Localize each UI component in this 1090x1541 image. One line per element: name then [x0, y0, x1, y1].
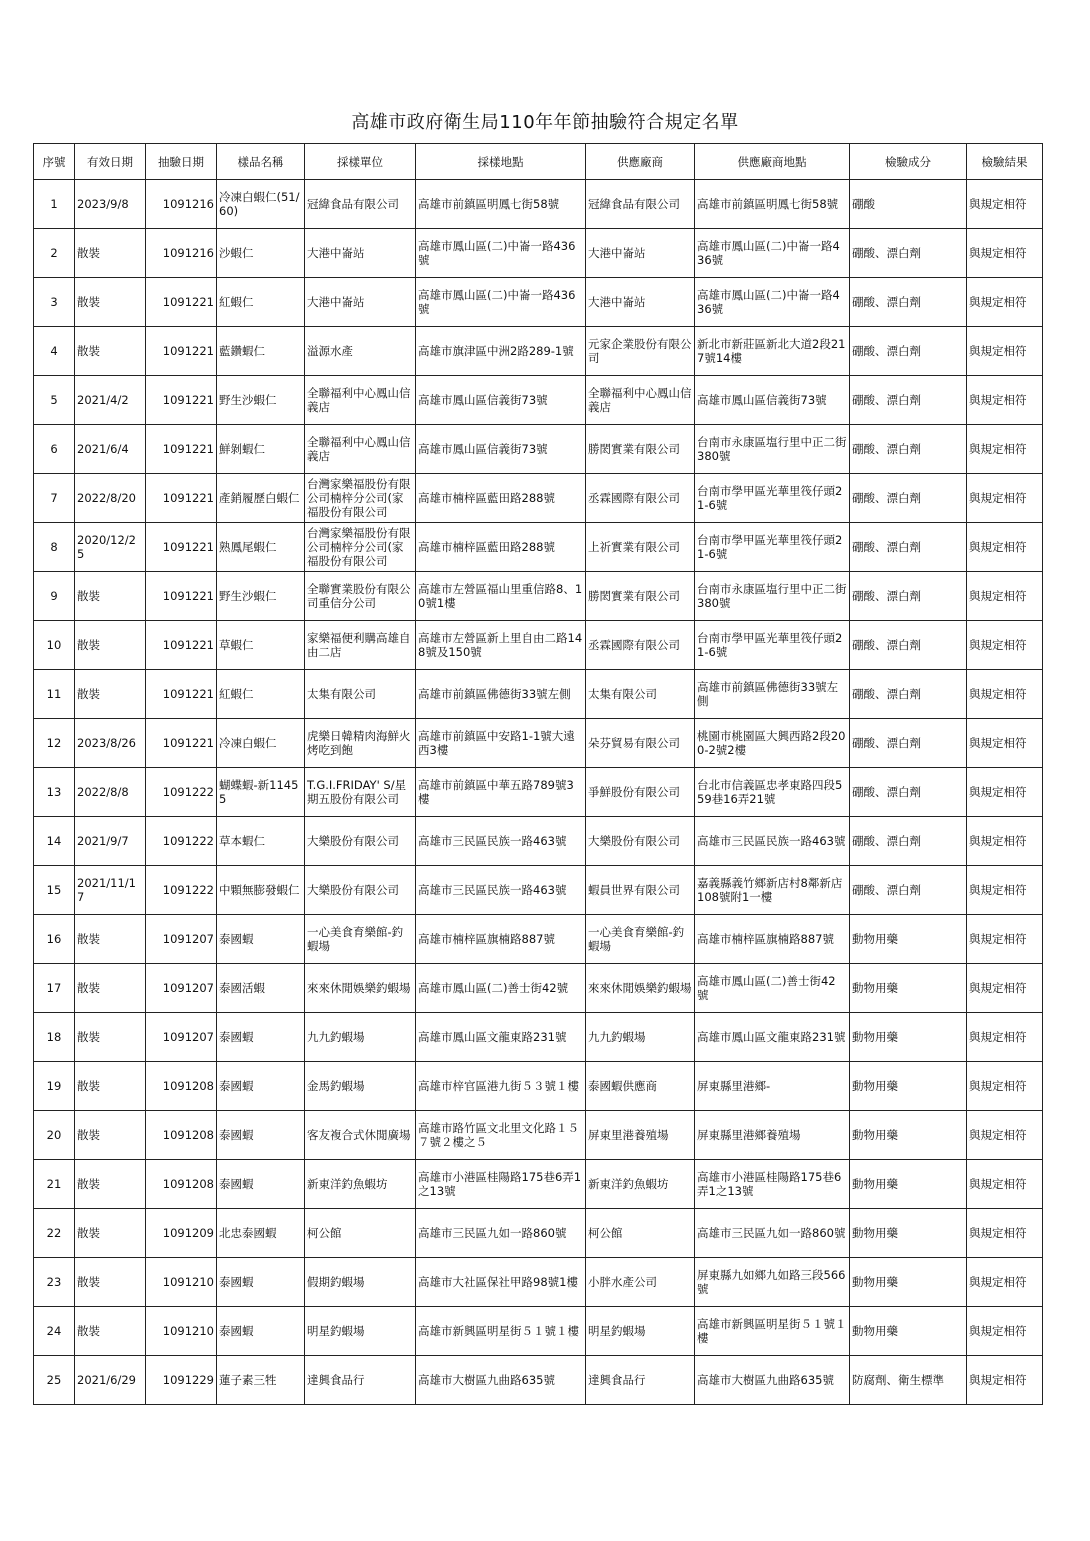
cell-supplier: 明星釣蝦場 [586, 1307, 695, 1356]
cell-test-result: 與規定相符 [967, 1258, 1043, 1307]
column-header-supplier-address: 供應廠商地點 [695, 144, 850, 180]
cell-sampling-location: 高雄市楠梓區藍田路288號 [416, 474, 586, 523]
cell-sampling-location: 高雄市鳳山區文龍東路231號 [416, 1013, 586, 1062]
cell-valid-date: 2022/8/8 [75, 768, 146, 817]
cell-supplier-address: 高雄市三民區九如一路860號 [695, 1209, 850, 1258]
table-row [34, 425, 1043, 474]
cell-test-items: 動物用藥 [850, 1160, 967, 1209]
cell-sampling-unit: 明星釣蝦場 [305, 1307, 416, 1356]
cell-supplier-address: 高雄市鳳山區文龍東路231號 [695, 1013, 850, 1062]
cell-test-result: 與規定相符 [967, 1062, 1043, 1111]
cell-sampling-location: 高雄市新興區明星街５１號１樓 [416, 1307, 586, 1356]
cell-valid-date: 2021/6/29 [75, 1356, 146, 1405]
cell-sampling-unit: 大樂股份有限公司 [305, 817, 416, 866]
cell-sample-name: 泰國蝦 [217, 1258, 305, 1307]
cell-supplier-address: 高雄市前鎮區佛德街33號左側 [695, 670, 850, 719]
cell-seq: 25 [34, 1356, 75, 1405]
cell-sampling-unit: 柯公館 [305, 1209, 416, 1258]
column-header-sampling-unit: 採樣單位 [305, 144, 416, 180]
cell-sampling-location: 高雄市三民區九如一路860號 [416, 1209, 586, 1258]
cell-sampling-location: 高雄市鳳山區(二)中崙一路436號 [416, 229, 586, 278]
cell-supplier: 九九釣蝦場 [586, 1013, 695, 1062]
cell-sample-date: 1091209 [146, 1209, 217, 1258]
inspection-table [33, 143, 1043, 1405]
cell-sample-date: 1091221 [146, 719, 217, 768]
cell-test-items: 硼酸、漂白劑 [850, 817, 967, 866]
cell-supplier: 來來休閒娛樂釣蝦場 [586, 964, 695, 1013]
cell-supplier: 柯公館 [586, 1209, 695, 1258]
table-row [34, 474, 1043, 523]
cell-sample-date: 1091221 [146, 523, 217, 572]
cell-supplier: 新東洋釣魚蝦坊 [586, 1160, 695, 1209]
cell-sample-date: 1091207 [146, 964, 217, 1013]
cell-supplier-address: 高雄市鳳山區(二)中崙一路436號 [695, 229, 850, 278]
table-row [34, 621, 1043, 670]
cell-sampling-location: 高雄市鳳山區(二)善士街42號 [416, 964, 586, 1013]
cell-test-items: 硼酸、漂白劑 [850, 425, 967, 474]
cell-supplier: 大港中崙站 [586, 229, 695, 278]
cell-test-items: 硼酸、漂白劑 [850, 866, 967, 915]
table-row [34, 817, 1043, 866]
cell-sample-date: 1091216 [146, 229, 217, 278]
cell-test-result: 與規定相符 [967, 376, 1043, 425]
cell-seq: 15 [34, 866, 75, 915]
cell-sampling-unit: 一心美食育樂館-釣蝦場 [305, 915, 416, 964]
cell-supplier-address: 台南市永康區塩行里中正二街380號 [695, 425, 850, 474]
cell-sampling-location: 高雄市前鎮區中華五路789號3樓 [416, 768, 586, 817]
cell-sampling-unit: 台灣家樂福股份有限公司楠梓分公司(家福股份有限公司 [305, 523, 416, 572]
cell-sampling-unit: 九九釣蝦場 [305, 1013, 416, 1062]
cell-valid-date: 散裝 [75, 1111, 146, 1160]
cell-test-result: 與規定相符 [967, 1307, 1043, 1356]
cell-sampling-unit: 台灣家樂福股份有限公司楠梓分公司(家福股份有限公司 [305, 474, 416, 523]
cell-test-items: 動物用藥 [850, 915, 967, 964]
cell-sample-name: 紅蝦仁 [217, 278, 305, 327]
cell-test-items: 動物用藥 [850, 1013, 967, 1062]
cell-test-result: 與規定相符 [967, 1356, 1043, 1405]
cell-supplier-address: 屏東縣九如鄉九如路三段566號 [695, 1258, 850, 1307]
cell-sampling-unit: 冠緯食品有限公司 [305, 180, 416, 229]
cell-sampling-unit: 來來休閒娛樂釣蝦場 [305, 964, 416, 1013]
cell-sample-name: 北忠泰國蝦 [217, 1209, 305, 1258]
cell-supplier-address: 台北市信義區忠孝東路四段559巷16弄21號 [695, 768, 850, 817]
cell-valid-date: 2023/9/8 [75, 180, 146, 229]
cell-valid-date: 2023/8/26 [75, 719, 146, 768]
cell-valid-date: 2022/8/20 [75, 474, 146, 523]
cell-test-items: 動物用藥 [850, 1062, 967, 1111]
cell-seq: 9 [34, 572, 75, 621]
cell-supplier-address: 高雄市三民區民族一路463號 [695, 817, 850, 866]
cell-seq: 19 [34, 1062, 75, 1111]
column-header-test-items: 檢驗成分 [850, 144, 967, 180]
cell-sample-date: 1091221 [146, 621, 217, 670]
cell-sampling-location: 高雄市楠梓區藍田路288號 [416, 523, 586, 572]
cell-supplier: 勝閎實業有限公司 [586, 425, 695, 474]
cell-seq: 20 [34, 1111, 75, 1160]
cell-sample-date: 1091216 [146, 180, 217, 229]
cell-sample-date: 1091208 [146, 1111, 217, 1160]
cell-valid-date: 2021/6/4 [75, 425, 146, 474]
cell-supplier: 爭鮮股份有限公司 [586, 768, 695, 817]
cell-supplier-address: 屏東縣里港鄉養殖場 [695, 1111, 850, 1160]
cell-sampling-unit: 虎樂日韓精肉海鮮火烤吃到飽 [305, 719, 416, 768]
cell-sample-name: 蝴蝶蝦-新11455 [217, 768, 305, 817]
column-header-test-result: 檢驗結果 [967, 144, 1043, 180]
cell-supplier: 朵芬貿易有限公司 [586, 719, 695, 768]
table-row [34, 376, 1043, 425]
cell-supplier-address: 台南市永康區塩行里中正二街380號 [695, 572, 850, 621]
cell-sample-name: 泰國活蝦 [217, 964, 305, 1013]
cell-supplier: 小胖水產公司 [586, 1258, 695, 1307]
cell-test-result: 與規定相符 [967, 327, 1043, 376]
cell-valid-date: 散裝 [75, 229, 146, 278]
cell-sampling-unit: 全聯福利中心鳳山信義店 [305, 376, 416, 425]
cell-sample-name: 蓮子素三牲 [217, 1356, 305, 1405]
cell-sample-name: 野生沙蝦仁 [217, 376, 305, 425]
cell-seq: 8 [34, 523, 75, 572]
cell-test-items: 動物用藥 [850, 964, 967, 1013]
cell-sample-name: 冷凍白蝦仁(51/60) [217, 180, 305, 229]
cell-supplier: 勝閎實業有限公司 [586, 572, 695, 621]
cell-sample-date: 1091221 [146, 572, 217, 621]
column-header-valid-date: 有效日期 [75, 144, 146, 180]
cell-sampling-location: 高雄市路竹區文北里文化路１５７號２樓之５ [416, 1111, 586, 1160]
cell-sampling-location: 高雄市鳳山區(二)中崙一路436號 [416, 278, 586, 327]
cell-sampling-unit: 達興食品行 [305, 1356, 416, 1405]
cell-supplier-address: 高雄市前鎮區明鳳七街58號 [695, 180, 850, 229]
cell-supplier: 冠緯食品有限公司 [586, 180, 695, 229]
cell-seq: 16 [34, 915, 75, 964]
cell-supplier-address: 高雄市楠梓區旗楠路887號 [695, 915, 850, 964]
cell-sampling-unit: 家樂福便利購高雄自由二店 [305, 621, 416, 670]
cell-sampling-location: 高雄市左營區福山里重信路8、10號1樓 [416, 572, 586, 621]
table-header-row [34, 144, 1043, 180]
cell-test-items: 動物用藥 [850, 1307, 967, 1356]
cell-test-result: 與規定相符 [967, 1209, 1043, 1258]
cell-supplier-address: 高雄市大樹區九曲路635號 [695, 1356, 850, 1405]
cell-supplier: 蝦員世界有限公司 [586, 866, 695, 915]
cell-test-items: 硼酸、漂白劑 [850, 376, 967, 425]
cell-valid-date: 散裝 [75, 964, 146, 1013]
cell-seq: 3 [34, 278, 75, 327]
table-row [34, 1013, 1043, 1062]
cell-sampling-location: 高雄市前鎮區明鳳七街58號 [416, 180, 586, 229]
cell-valid-date: 散裝 [75, 327, 146, 376]
cell-sample-date: 1091229 [146, 1356, 217, 1405]
cell-supplier: 全聯福利中心鳳山信義店 [586, 376, 695, 425]
cell-seq: 7 [34, 474, 75, 523]
table-row [34, 915, 1043, 964]
cell-sampling-location: 高雄市楠梓區旗楠路887號 [416, 915, 586, 964]
cell-sample-name: 鮮剝蝦仁 [217, 425, 305, 474]
cell-supplier: 大樂股份有限公司 [586, 817, 695, 866]
cell-seq: 24 [34, 1307, 75, 1356]
cell-test-result: 與規定相符 [967, 621, 1043, 670]
table-row [34, 572, 1043, 621]
cell-test-items: 硼酸、漂白劑 [850, 670, 967, 719]
table-row [34, 1307, 1043, 1356]
cell-seq: 10 [34, 621, 75, 670]
cell-sampling-location: 高雄市鳳山區信義街73號 [416, 376, 586, 425]
cell-sampling-unit: 溢源水產 [305, 327, 416, 376]
cell-supplier-address: 高雄市新興區明星街５１號１樓 [695, 1307, 850, 1356]
cell-supplier-address: 新北市新莊區新北大道2段217號14樓 [695, 327, 850, 376]
cell-seq: 18 [34, 1013, 75, 1062]
cell-test-items: 硼酸、漂白劑 [850, 327, 967, 376]
cell-supplier-address: 台南市學甲區光華里筏仔頭21-6號 [695, 621, 850, 670]
cell-sample-date: 1091210 [146, 1307, 217, 1356]
cell-seq: 14 [34, 817, 75, 866]
table-row [34, 768, 1043, 817]
cell-supplier: 元家企業股份有限公司 [586, 327, 695, 376]
cell-test-items: 動物用藥 [850, 1209, 967, 1258]
cell-valid-date: 2021/4/2 [75, 376, 146, 425]
cell-sampling-location: 高雄市三民區民族一路463號 [416, 866, 586, 915]
cell-seq: 12 [34, 719, 75, 768]
column-header-sampling-location: 採樣地點 [416, 144, 586, 180]
cell-sample-date: 1091221 [146, 278, 217, 327]
cell-test-items: 硼酸、漂白劑 [850, 768, 967, 817]
cell-sample-date: 1091221 [146, 670, 217, 719]
cell-test-items: 硼酸、漂白劑 [850, 572, 967, 621]
cell-test-items: 硼酸 [850, 180, 967, 229]
cell-supplier-address: 嘉義縣義竹鄉新店村8鄰新店108號附1一樓 [695, 866, 850, 915]
table-row [34, 1062, 1043, 1111]
cell-supplier: 丞霖國際有限公司 [586, 474, 695, 523]
cell-valid-date: 散裝 [75, 915, 146, 964]
cell-sample-date: 1091222 [146, 768, 217, 817]
cell-sampling-location: 高雄市三民區民族一路463號 [416, 817, 586, 866]
cell-sampling-unit: 全聯福利中心鳳山信義店 [305, 425, 416, 474]
cell-sample-name: 泰國蝦 [217, 1307, 305, 1356]
cell-sample-date: 1091221 [146, 425, 217, 474]
cell-sampling-unit: 大樂股份有限公司 [305, 866, 416, 915]
table-row [34, 523, 1043, 572]
cell-supplier-address: 高雄市鳳山區信義街73號 [695, 376, 850, 425]
cell-test-result: 與規定相符 [967, 474, 1043, 523]
cell-sample-date: 1091222 [146, 866, 217, 915]
table-row [34, 670, 1043, 719]
cell-test-items: 防腐劑、衛生標準 [850, 1356, 967, 1405]
cell-test-result: 與規定相符 [967, 1160, 1043, 1209]
cell-sampling-unit: 大港中崙站 [305, 229, 416, 278]
cell-sample-name: 泰國蝦 [217, 1111, 305, 1160]
cell-supplier: 一心美食育樂館-釣蝦場 [586, 915, 695, 964]
cell-valid-date: 散裝 [75, 1307, 146, 1356]
cell-seq: 5 [34, 376, 75, 425]
cell-valid-date: 2021/9/7 [75, 817, 146, 866]
cell-test-result: 與規定相符 [967, 278, 1043, 327]
cell-sampling-unit: 太集有限公司 [305, 670, 416, 719]
cell-test-items: 硼酸、漂白劑 [850, 621, 967, 670]
cell-sampling-location: 高雄市大樹區九曲路635號 [416, 1356, 586, 1405]
document-title: 高雄市政府衛生局110年年節抽驗符合規定名單 [351, 112, 739, 133]
cell-sample-name: 中顆無膨發蝦仁 [217, 866, 305, 915]
column-header-sample-name: 樣品名稱 [217, 144, 305, 180]
cell-test-result: 與規定相符 [967, 1013, 1043, 1062]
cell-valid-date: 2020/12/25 [75, 523, 146, 572]
table-body [34, 180, 1043, 1405]
cell-supplier-address: 高雄市鳳山區(二)中崙一路436號 [695, 278, 850, 327]
cell-supplier: 太集有限公司 [586, 670, 695, 719]
cell-test-result: 與規定相符 [967, 1111, 1043, 1160]
cell-supplier: 屏東里港養殖場 [586, 1111, 695, 1160]
cell-sampling-location: 高雄市左營區新上里自由二路148號及150號 [416, 621, 586, 670]
table-row [34, 1356, 1043, 1405]
cell-sample-name: 藍鑽蝦仁 [217, 327, 305, 376]
cell-test-result: 與規定相符 [967, 425, 1043, 474]
cell-supplier-address: 屏東縣里港鄉- [695, 1062, 850, 1111]
cell-supplier-address: 台南市學甲區光華里筏仔頭21-6號 [695, 474, 850, 523]
cell-sampling-unit: 假期釣蝦場 [305, 1258, 416, 1307]
cell-supplier: 丞霖國際有限公司 [586, 621, 695, 670]
cell-sampling-location: 高雄市梓官區港九街５３號１樓 [416, 1062, 586, 1111]
cell-valid-date: 散裝 [75, 1160, 146, 1209]
cell-valid-date: 散裝 [75, 621, 146, 670]
cell-sample-date: 1091207 [146, 1013, 217, 1062]
cell-valid-date: 散裝 [75, 1062, 146, 1111]
cell-sampling-location: 高雄市小港區桂陽路175巷6弄1之13號 [416, 1160, 586, 1209]
cell-valid-date: 2021/11/17 [75, 866, 146, 915]
table-row [34, 866, 1043, 915]
cell-sample-date: 1091207 [146, 915, 217, 964]
cell-sample-name: 沙蝦仁 [217, 229, 305, 278]
table-row [34, 1258, 1043, 1307]
cell-sample-date: 1091222 [146, 817, 217, 866]
column-header-seq: 序號 [34, 144, 75, 180]
cell-sample-date: 1091208 [146, 1062, 217, 1111]
cell-sample-date: 1091210 [146, 1258, 217, 1307]
cell-sampling-unit: 全聯實業股份有限公司重信分公司 [305, 572, 416, 621]
cell-sample-date: 1091221 [146, 474, 217, 523]
table-row [34, 327, 1043, 376]
cell-sample-name: 泰國蝦 [217, 1013, 305, 1062]
cell-sample-name: 草本蝦仁 [217, 817, 305, 866]
table-row [34, 1209, 1043, 1258]
cell-valid-date: 散裝 [75, 670, 146, 719]
cell-seq: 1 [34, 180, 75, 229]
cell-test-result: 與規定相符 [967, 670, 1043, 719]
cell-valid-date: 散裝 [75, 278, 146, 327]
cell-sample-name: 產銷履歷白蝦仁 [217, 474, 305, 523]
table-row [34, 229, 1043, 278]
cell-test-result: 與規定相符 [967, 817, 1043, 866]
cell-test-items: 硼酸、漂白劑 [850, 474, 967, 523]
table-row [34, 1111, 1043, 1160]
cell-sample-date: 1091221 [146, 327, 217, 376]
cell-sample-name: 泰國蝦 [217, 915, 305, 964]
cell-test-result: 與規定相符 [967, 719, 1043, 768]
column-header-sample-date: 抽驗日期 [146, 144, 217, 180]
cell-supplier-address: 高雄市鳳山區(二)善士街42號 [695, 964, 850, 1013]
cell-valid-date: 散裝 [75, 572, 146, 621]
cell-sample-name: 冷凍白蝦仁 [217, 719, 305, 768]
cell-sampling-unit: 金馬釣蝦場 [305, 1062, 416, 1111]
cell-supplier-address: 台南市學甲區光華里筏仔頭21-6號 [695, 523, 850, 572]
table-row [34, 180, 1043, 229]
table-row [34, 964, 1043, 1013]
cell-test-items: 硼酸、漂白劑 [850, 523, 967, 572]
cell-seq: 22 [34, 1209, 75, 1258]
cell-valid-date: 散裝 [75, 1209, 146, 1258]
cell-test-result: 與規定相符 [967, 523, 1043, 572]
cell-seq: 11 [34, 670, 75, 719]
column-header-supplier: 供應廠商 [586, 144, 695, 180]
cell-sample-name: 泰國蝦 [217, 1062, 305, 1111]
table-row [34, 1160, 1043, 1209]
cell-test-items: 動物用藥 [850, 1111, 967, 1160]
cell-sampling-location: 高雄市大社區保社甲路98號1樓 [416, 1258, 586, 1307]
cell-sampling-unit: T.G.I.FRIDAY' S/星期五股份有限公司 [305, 768, 416, 817]
cell-sample-name: 熟鳳尾蝦仁 [217, 523, 305, 572]
cell-seq: 23 [34, 1258, 75, 1307]
cell-test-result: 與規定相符 [967, 915, 1043, 964]
cell-seq: 2 [34, 229, 75, 278]
cell-seq: 13 [34, 768, 75, 817]
cell-seq: 4 [34, 327, 75, 376]
table-row [34, 278, 1043, 327]
cell-supplier: 上祈實業有限公司 [586, 523, 695, 572]
cell-seq: 17 [34, 964, 75, 1013]
cell-sampling-location: 高雄市鳳山區信義街73號 [416, 425, 586, 474]
cell-seq: 21 [34, 1160, 75, 1209]
cell-valid-date: 散裝 [75, 1258, 146, 1307]
cell-sampling-location: 高雄市前鎮區中安路1-1號大遠西3樓 [416, 719, 586, 768]
cell-sampling-location: 高雄市旗津區中洲2路289-1號 [416, 327, 586, 376]
cell-test-result: 與規定相符 [967, 866, 1043, 915]
cell-supplier-address: 桃園市桃園區大興西路2段200-2號2樓 [695, 719, 850, 768]
cell-sampling-location: 高雄市前鎮區佛德街33號左側 [416, 670, 586, 719]
cell-sample-date: 1091221 [146, 376, 217, 425]
cell-sampling-unit: 客友複合式休閒廣場 [305, 1111, 416, 1160]
cell-test-items: 動物用藥 [850, 1258, 967, 1307]
cell-valid-date: 散裝 [75, 1013, 146, 1062]
cell-sampling-unit: 新東洋釣魚蝦坊 [305, 1160, 416, 1209]
cell-supplier: 大港中崙站 [586, 278, 695, 327]
cell-test-result: 與規定相符 [967, 768, 1043, 817]
cell-supplier-address: 高雄市小港區桂陽路175巷6弄1之13號 [695, 1160, 850, 1209]
cell-sample-name: 泰國蝦 [217, 1160, 305, 1209]
cell-seq: 6 [34, 425, 75, 474]
cell-sample-date: 1091208 [146, 1160, 217, 1209]
cell-supplier: 達興食品行 [586, 1356, 695, 1405]
cell-supplier: 泰國蝦供應商 [586, 1062, 695, 1111]
cell-test-result: 與規定相符 [967, 964, 1043, 1013]
cell-sampling-unit: 大港中崙站 [305, 278, 416, 327]
cell-sample-name: 草蝦仁 [217, 621, 305, 670]
cell-sample-name: 紅蝦仁 [217, 670, 305, 719]
table-row [34, 719, 1043, 768]
cell-sample-name: 野生沙蝦仁 [217, 572, 305, 621]
cell-test-items: 硼酸、漂白劑 [850, 278, 967, 327]
cell-test-result: 與規定相符 [967, 572, 1043, 621]
cell-test-result: 與規定相符 [967, 229, 1043, 278]
cell-test-items: 硼酸、漂白劑 [850, 229, 967, 278]
cell-test-result: 與規定相符 [967, 180, 1043, 229]
cell-test-items: 硼酸、漂白劑 [850, 719, 967, 768]
